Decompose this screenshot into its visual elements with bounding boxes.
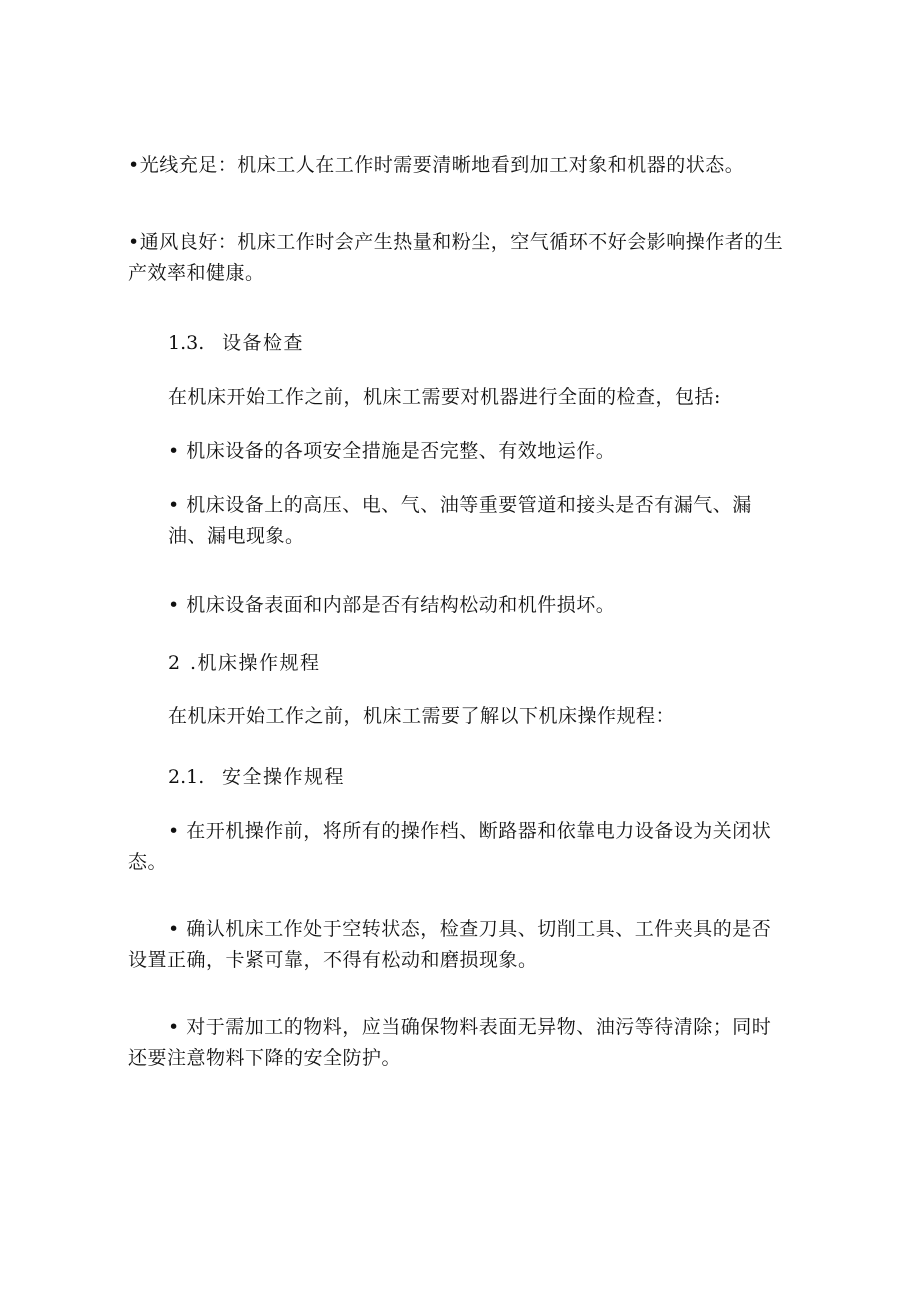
section-title: .机床操作规程 (190, 652, 321, 674)
list-item-text: • 在开机操作前，将所有的操作档、断路器和依靠电力设备设为关闭状态。 (128, 820, 772, 873)
section-title: 安全操作规程 (222, 766, 346, 788)
section-number: 2 (168, 652, 181, 674)
list-item-text: • 确认机床工作处于空转状态，检查刀具、切削工具、工件夹具的是否设置正确，卡紧可靠，不得有松动和磨损现象。 (128, 918, 772, 971)
section-intro: 在机床开始工作之前，机床工需要了解以下机床操作规程： (168, 705, 676, 727)
list-item-text: • 对于需加工的物料，应当确保物料表面无异物、油污等待清除；同时还要注意物料下降的安全防护。 (128, 1016, 772, 1069)
section-number: 1.3. (168, 332, 205, 354)
section-intro: 在机床开始工作之前，机床工需要对机器进行全面的检查，包括: (168, 386, 721, 408)
section-title: 设备检查 (222, 332, 305, 354)
list-item-text: • 机床设备上的高压、电、气、油等重要管道和接头是否有漏气、漏油、漏电现象。 (168, 494, 752, 547)
paragraph-lighting: •光线充足：机床工人在工作时需要清晰地看到加工对象和机器的状态。 (128, 154, 745, 176)
list-item (128, 914, 788, 976)
section-heading-2 (168, 648, 321, 679)
paragraph-ventilation: •通风良好：机床工作时会产生热量和粉尘，空气循环不好会影响操作者的生产效率和健康。 (128, 231, 784, 284)
list-item: • 机床设备表面和内部是否有结构松动和机件损坏。 (168, 594, 616, 616)
list-item: • 机床设备的各项安全措施是否完整、有效地运作。 (168, 440, 616, 462)
section-heading-1-3 (168, 328, 304, 359)
list-item (128, 1012, 788, 1074)
list-item (128, 816, 788, 878)
list-item (168, 490, 788, 552)
section-number: 2.1. (168, 766, 205, 788)
section-heading-2-1 (168, 762, 345, 793)
